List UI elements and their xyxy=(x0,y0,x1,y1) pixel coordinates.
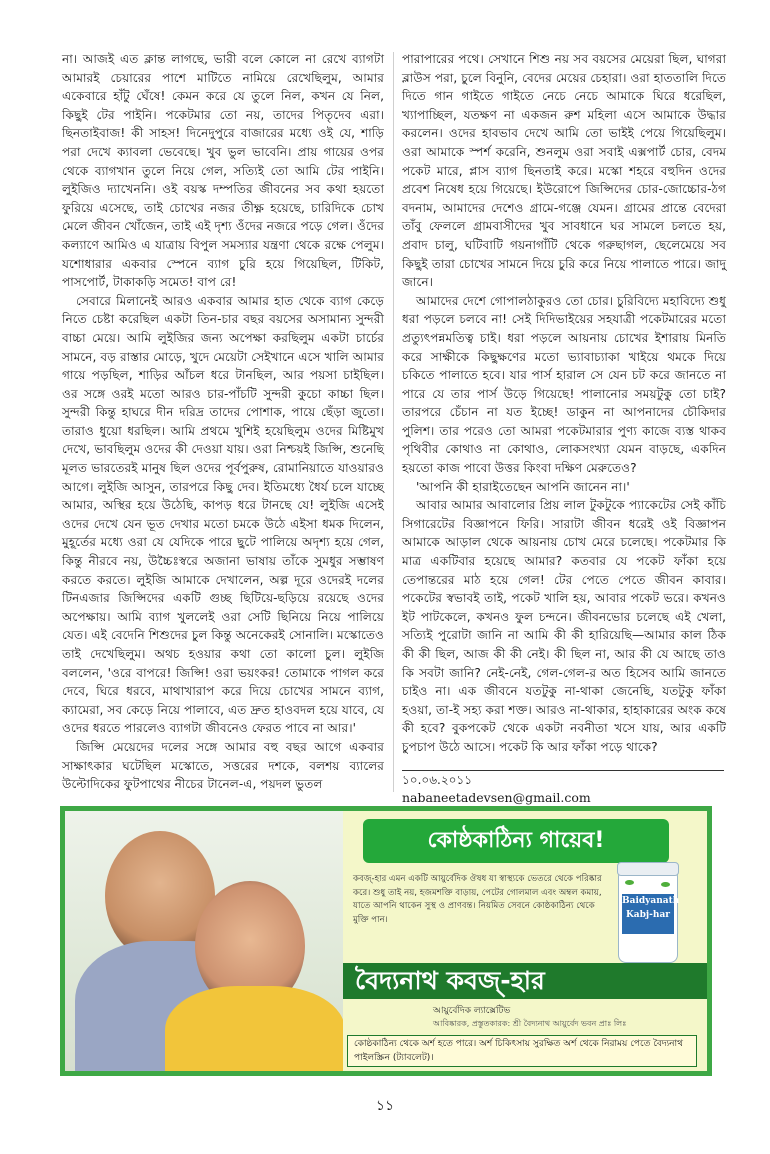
article-column-right xyxy=(402,50,726,757)
article-paragraph: আবার আমার আবালোর প্রিয় লাল টুকটুকে প্যাকেটের সেই কাঁচি সিগারেটের বিজ্ঞাপনে ফিরি। সারাটা জীবন ধরেই ওই বিজ্ঞাপন আমাকে আড়াল থেকে আয়নায় চোখ মেরে চলেছে। পকেটমার কি মাত্র একটিবার হয়েছে আমার? কতবার যে পকেট ফাঁকা হয়ে তেপান্তরের মাঠ হয়ে গেল! টের পেতে পেতে জীবন কাবার। পকেটের স্বভাবই তাই, পকেট খালি হয়, আবার পকেট ভরে। কখনও ইট পাটকেলে, কখনও ফুল চন্দনে। জীবনভোর চলেছে এই খেলা, সত্যিই পুরোটা জানি না আমি কী কী হারিয়েছি—আমার কাল ঠিক কী কী ছিল, আজ কী কী নেই। কী ছিল না, আর কী যে আছে তাও কি সবটা জানি? নেই-নেই, গেল-গেল-র অত হিসেব আমি জানতে চাইও না। এক জীবনে যতটুকু না-থাকা জেনেছি, যতটুকু ফাঁকা হওয়া, তা-ই সহ্য করা শক্ত। আরও না-থাকার, হাহাকারের অংক কষে কী হবে? বুকপকেট থেকে একটা নবনীতা খসে যায়, আর একটি চুপচাপ উঠে আসে। পকেট কি আর ফাঁকা পড়ে থাকে? xyxy=(402,498,726,754)
jar-brand-text: Baidyanath xyxy=(622,896,680,906)
article-paragraph: না। আজই এত ক্লান্ত লাগছে, ভারী বলে কোলে না রেখে ব্যাগটা আমারই চেয়ারের পাশে মাটিতে নামিয়ে রেখেছিলুম, আমার একেবারে হাঁটু ঘেঁষে! কেমন করে যে তুলে নিল, কখন যে নিল, কিছুই টের পাইনি। পকেটমার তো নয়, তাদের পিতৃদেব এরা। ছিনতাইবাজ! কী সাহস! দিনেদুপুরে বাজারের মধ্যে ওই যে, শাড়ি পরা দেখে ক্যাবলা ভেবেছে। খুব ভুল ভাবেনি। প্রায় গায়ের ওপর থেকে ব্যাগখান তুলে নিয়ে গেল, সত্যিই তো আমি টের পাইনি। লুইজিও দ্যাখেননি। ওই বয়স্ক দম্পতির জীবনের সব কথা হয়তো ফুরিয়ে এসেছে, তাই চোখের নজর তীক্ষ্ণ হয়েছে, চারিদিকে চোখ মেলে জীবন খোঁজেন, তাই এই দৃশ্য ওঁদের নজরে পড়ে গেল। ওঁদের কল্যাণে আমিও এ যাত্রায় বিপুল সমস্যার যন্ত্রণা থেকে রক্ষে পেলুম। যশোধারার একবার স্পেনে ব্যাগ চুরি হয়ে গিয়েছিল, টিকিট, পাসপোর্ট, টাকাকড়ি সমেত! বাপ রে! xyxy=(62,52,384,290)
ad-photo xyxy=(65,811,345,1071)
leaf-icon xyxy=(625,880,634,885)
page-number: ১১ xyxy=(375,1098,395,1114)
article-quote: 'আপনি কী হারাইতেছেন আপনি জানেন না।' xyxy=(416,479,630,494)
leaf-icon xyxy=(661,882,670,887)
article-paragraph: আমাদের দেশে গোপালঠাকুরও তো চোর। চুরিবিদ্যে মহাবিদ্যে শুধু ধরা পড়লে চলবে না! সেই দিদিভাইয়ের সহযাত্রী পকেটমারের মতো প্রত্যুৎপন্নমতিত্ব চাই। ধরা পড়লে আয়নায় চোখের ইশারায় মিনতি করে সাক্ষীকে কিছুক্ষণের মতো ভ্যাবাচ্যাকা খাইয়ে থমকে দিয়ে চকিতে পালাতে হবে। যার পার্স হারাল সে যেন চট করে জানতে না পারে যে তার পার্স উড়ে গিয়েছে! পালানোর সময়টুকু তো চাই? তারপরে চেঁচান না যত ইচ্ছে! ডাকুন না আপনাদের চৌকিদার পুলিশ। তার পরেও তো আমরা পকেটমারার পুণ্য কাজে ব্যস্ত থাকব পৃথিবীর কোথাও না কোথাও, লোকসংখ্যা যেমন বাড়ছে, একদিন হয়তো কাজ পাবো উত্তর কিংবা দক্ষিণ মেরুতেও? xyxy=(402,293,726,476)
product-jar-icon xyxy=(618,869,678,963)
author-email[interactable]: nabaneetadevsen@gmail.com xyxy=(402,790,591,805)
article-column-left xyxy=(62,50,384,794)
jar-label xyxy=(622,894,680,934)
ad-heading: কোষ্ঠকাঠিন্য গায়েব! xyxy=(363,819,669,863)
jar-product-text: Kabj-har xyxy=(625,910,671,920)
article-paragraph: জিপ্সি মেয়েদের দলের সঙ্গে আমার বহু বছর আগে একবার সাক্ষাৎকার ঘটেছিল মস্কোতে, সত্তরের দশকে, বলশয় ব্যালের উল্টোদিকের ফুটপাথের নীচের টানেল-এ, পয়দল ভুতল xyxy=(62,739,384,792)
older-man-shirt xyxy=(165,986,345,1076)
ad-body-text: কবজ্-হার এমন একটি আয়ুর্বেদিক ঔষধ যা স্বাস্থ্যকে ভেতরে থেকে পরিষ্কার করে। শুধু তাই নয়, হজমশক্তি বাড়ায়, পেটের গোলমাল এবং অম্বল কমায়, যাতে আপনি থাকেন সুস্থ ও প্রাণবন্ত। নিয়মিত সেবনে কোষ্ঠকাঠিন্য থেকে মুক্তি পান। xyxy=(353,874,602,925)
ad-manufacturer: আবিষ্কারক, প্রস্তুতকারক: শ্রী বৈদ্যনাথ আয়ুর্বেদ ভবন প্রাঃ লিঃ xyxy=(433,1019,627,1028)
signature-rule xyxy=(402,770,724,771)
article-paragraph: পারাপারের পথে। সেখানে শিশু নয় সব বয়সের মেয়েরা ছিল, ঘাগরা ব্লাউস পরা, চুলে বিনুনি, বেদের মেয়ের চেহারা। ওরা হাততালি দিতে দিতে গান গাইতে গাইতে নেচে নেচে আমাকে ঘিরে ধরেছিল, খ্যাপাচ্ছিল, যতক্ষণ না একজন রুশ মহিলা এসে আমাকে উদ্ধার করলেন। ওদের হাবভাব দেখে আমি তো ভাইই পেয়ে গিয়েছিলুম। ওরা আমাকে স্পর্শ করেনি, শুনলুম ওরা সবাই এক্সপার্ট চোর, বেদম পকেট মারে, প্লাস ব্যাগ ছিনতাই করে। মস্কো শহরে বহুদিন ওদের প্রবেশ নিষেধ হয়ে গিয়েছে। ইউরোপে জিপ্সিদের চোর-জোচ্চোর-ঠগ বদনাম, আমাদের দেশেও গ্রামে-গঞ্জে যেমন। গ্রামের প্রান্তে বেদেরা তাঁবু ফেললে গ্রামবাসীদের খুব সাবধানে ঘর সামলে চলতে হয়, প্রবাদ চালু, ঘটিবাটি গয়নাগাঁটি থেকে গরুছাগল, ছেলেমেয়ে সব কিছুই তারা চোখের সামনে দিয়ে চুরি করে নিয়ে পালাতে পারে। জাদু জানে। xyxy=(402,52,726,290)
ad-footer-note: কোষ্ঠকাঠিন্য থেকে অর্শ হতে পারে। অর্শ চিকিৎসায় সুরক্ষিত অর্শ থেকে নিরাময় পেতে বৈদ্যনাথ পাইলস্ক্রিন (ট্যাবলেট)। xyxy=(347,1035,697,1067)
ad-brand-name: বৈদ্যনাথ কবজ্-হার xyxy=(355,966,545,995)
advertisement[interactable] xyxy=(60,806,712,1076)
column-divider xyxy=(393,52,394,792)
ad-tagline: আয়ুর্বেদিক ল্যাক্সেটিভ xyxy=(433,1006,511,1016)
ad-panel xyxy=(343,811,707,1071)
jar-cap xyxy=(617,862,679,876)
article-paragraph: সেবারে মিলানেই আরও একবার আমার হাত থেকে ব্যাগ কেড়ে নিতে চেষ্টা করেছিল একটা তিন-চার বছর বয়সের অসামান্য সুন্দরী বাচ্চা মেয়ে। আমি লুইজির জন্য অপেক্ষা করছিলুম একটা চার্চের সামনে, বড় রাস্তার মোড়ে, খুদে মেয়েটা সেইখানে এসে খালি আমার গায়ে পড়ছিল, শাড়ির আঁচল ধরে টানছিল, আর পয়সা চাইছিল। ওর সঙ্গে ওরই মতো আরও চার-পাঁচটি সুন্দরী কুচো কাচ্চা ছিল। সুন্দরী কিন্তু হাঘরে দীন দরিদ্র তাদের পোশাক, পায়ে ছেঁড়া জুতো। তারাও ধুয়ো ধরছিল। আমি প্রথমে খুশিই হয়েছিলুম ওদের মিষ্টিমুখ দেখে, ভাবছিলুম ওদের কী দেওয়া যায়। ওরা নিশ্চয়ই জিপ্সি, শুনেছি মূলত ভারতেরই মানুষ ছিল ওদের পূর্বপুরুষ, রোমানিয়াতে যাওয়ারও আগে। লুইজি আসুন, তারপরে কিছু দেব। ইতিমধ্যে ধৈর্য চলে যাচ্ছে আমার, অস্থির হয়ে উঠেছি, কাপড় ধরে টানছে যে! লুইজি এসেই ওদের দেখে যেন ভূত দেখার মতো চমকে উঠে এইসা ধমক দিলেন, মুহূর্তের মধ্যে ওরা যে যেদিকে পারে ছুটে পালিয়ে অদৃশ্য হয়ে গেল, কিন্তু নীরবে নয়, উচ্চৈঃস্বরে অজানা ভাষায় তাঁকে সুমধুর সম্ভাষণ করতে করতে। লুইজি আমাকে দেখালেন, অল্প দূরে ওদেরই দলের টিনএজার জিপ্সিদের একটি গুচ্ছ ছিটিয়ে-ছড়িয়ে রয়েছে ওদের অপেক্ষায়। আমি ব্যাগ খুললেই ওরা সেটি ছিনিয়ে নিয়ে পালিয়ে যেত। এই বেদেনি শিশুদের চুল কিন্তু অনেকেরই সোনালি। মস্কোতেও তাই দেখেছিলুম। অথচ হওয়ার কথা তো কালো চুল। লুইজি বললেন, 'ওরে বাপরে! জিপ্সি! ওরা ভয়ংকর! তোমাকে পাগল করে দেবে, ঘিরে ধরবে, মাথাখারাপ করে দিয়ে চোখের সামনে ব্যাগ, ক্যামেরা, সব কেড়ে নিয়ে পালাবে, এত দ্রুত হাওবদল হয়ে যাবে, যে ওদের ধরতে পারলেও ব্যাগটা জীবনেও ফেরত পাবে না আর।' xyxy=(62,293,384,736)
article-date: ১০.০৬.২০১১ xyxy=(402,773,473,787)
